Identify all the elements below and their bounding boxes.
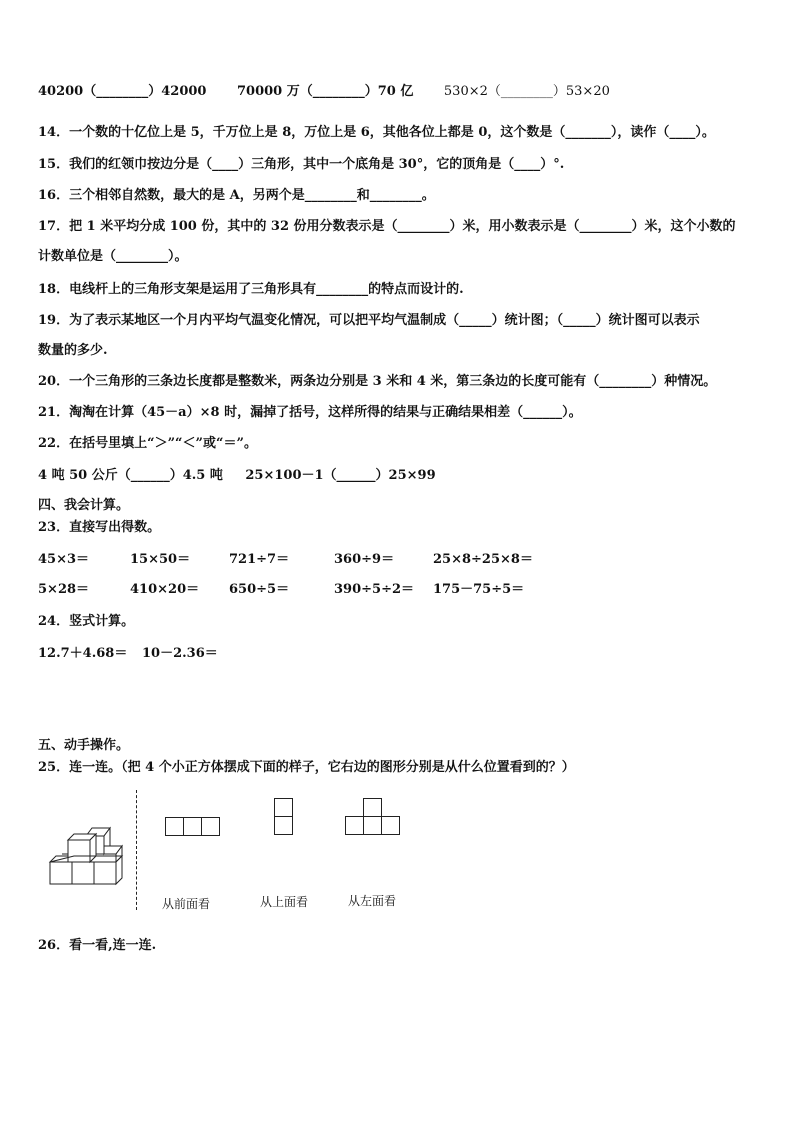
question-25: 25．连一连。（把 4 个小正方体摆成下面的样子，它右边的图形分别是从什么位置看到的？） <box>38 760 575 775</box>
cube-stack-figure <box>40 826 130 898</box>
caption-left-view: 从左面看 <box>348 894 397 908</box>
compare-item-2: 70000 万（________）70 亿 <box>237 84 414 99</box>
question-21: 21．淘淘在计算（45－a）×8 时，漏掉了括号，这样所得的结果与正确结果相差（______）。 <box>38 405 582 420</box>
compare-row <box>38 84 610 100</box>
calc-item: 45×3＝ <box>38 552 90 567</box>
question-23: 23．直接写出得数。 <box>38 520 161 535</box>
calc-item: 650÷5＝ <box>229 582 290 597</box>
question-14: 14．一个数的十亿位上是 5，千万位上是 8，万位上是 6，其他各位上都是 0，这个数是（_______），读作（____）。 <box>38 125 715 140</box>
calc-item: 390÷5÷2＝ <box>334 582 415 597</box>
question-22-items <box>38 468 436 484</box>
q22-item-2: 25×100－1（______）25×99 <box>245 468 436 483</box>
question-24: 24．竖式计算。 <box>38 614 135 629</box>
question-19-line2: 数量的多少. <box>38 343 108 358</box>
question-22: 22．在括号里填上“＞”“＜”或“＝”。 <box>38 436 257 451</box>
question-16: 16．三个相邻自然数，最大的是 A，另两个是________和________。 <box>38 188 435 203</box>
calc-item: 25×8÷25×8＝ <box>433 552 533 567</box>
compare-item-3: 530×2（________）53×20 <box>443 84 610 99</box>
caption-front-view: 从前面看 <box>162 897 211 911</box>
question-17-line1: 17．把 1 米平均分成 100 份，其中的 32 份用分数表示是（________）米，用小数表示是（________）米，这个小数的 <box>38 219 736 234</box>
dashed-divider <box>136 790 137 910</box>
question-17-line2: 计数单位是（________）。 <box>38 249 188 264</box>
vertical-calc-item: 10－2.36＝ <box>142 646 218 661</box>
calc-item: 721÷7＝ <box>229 552 290 567</box>
calc-item: 5×28＝ <box>38 582 90 597</box>
vertical-calc-item: 12.7＋4.68＝ <box>38 646 128 661</box>
question-15: 15．我们的红领巾按边分是（____）三角形，其中一个底角是 30°，它的顶角是（____）°. <box>38 157 565 172</box>
compare-item-1: 40200（________）42000 <box>38 84 207 99</box>
calc-item: 15×50＝ <box>130 552 191 567</box>
calc-item: 175－75÷5＝ <box>433 582 525 597</box>
section-4-title: 四、我会计算。 <box>38 498 130 513</box>
question-20: 20．一个三角形的三条边长度都是整数米，两条边分别是 3 米和 4 米，第三条边的长度可能有（________）种情况。 <box>38 374 717 389</box>
section-5-title: 五、动手操作。 <box>38 738 130 753</box>
question-19-line1: 19．为了表示某地区一个月内平均气温变化情况，可以把平均气温制成（_____）统计图；（_____）统计图可以表示 <box>38 313 700 328</box>
caption-top-view: 从上面看 <box>260 895 309 909</box>
question-26: 26．看一看,连一连. <box>38 938 157 953</box>
calc-item: 410×20＝ <box>130 582 200 597</box>
question-18: 18．电线杆上的三角形支架是运用了三角形具有________的特点而设计的. <box>38 282 464 297</box>
q22-item-1: 4 吨 50 公斤（______）4.5 吨 <box>38 468 223 483</box>
calc-item: 360÷9＝ <box>334 552 395 567</box>
